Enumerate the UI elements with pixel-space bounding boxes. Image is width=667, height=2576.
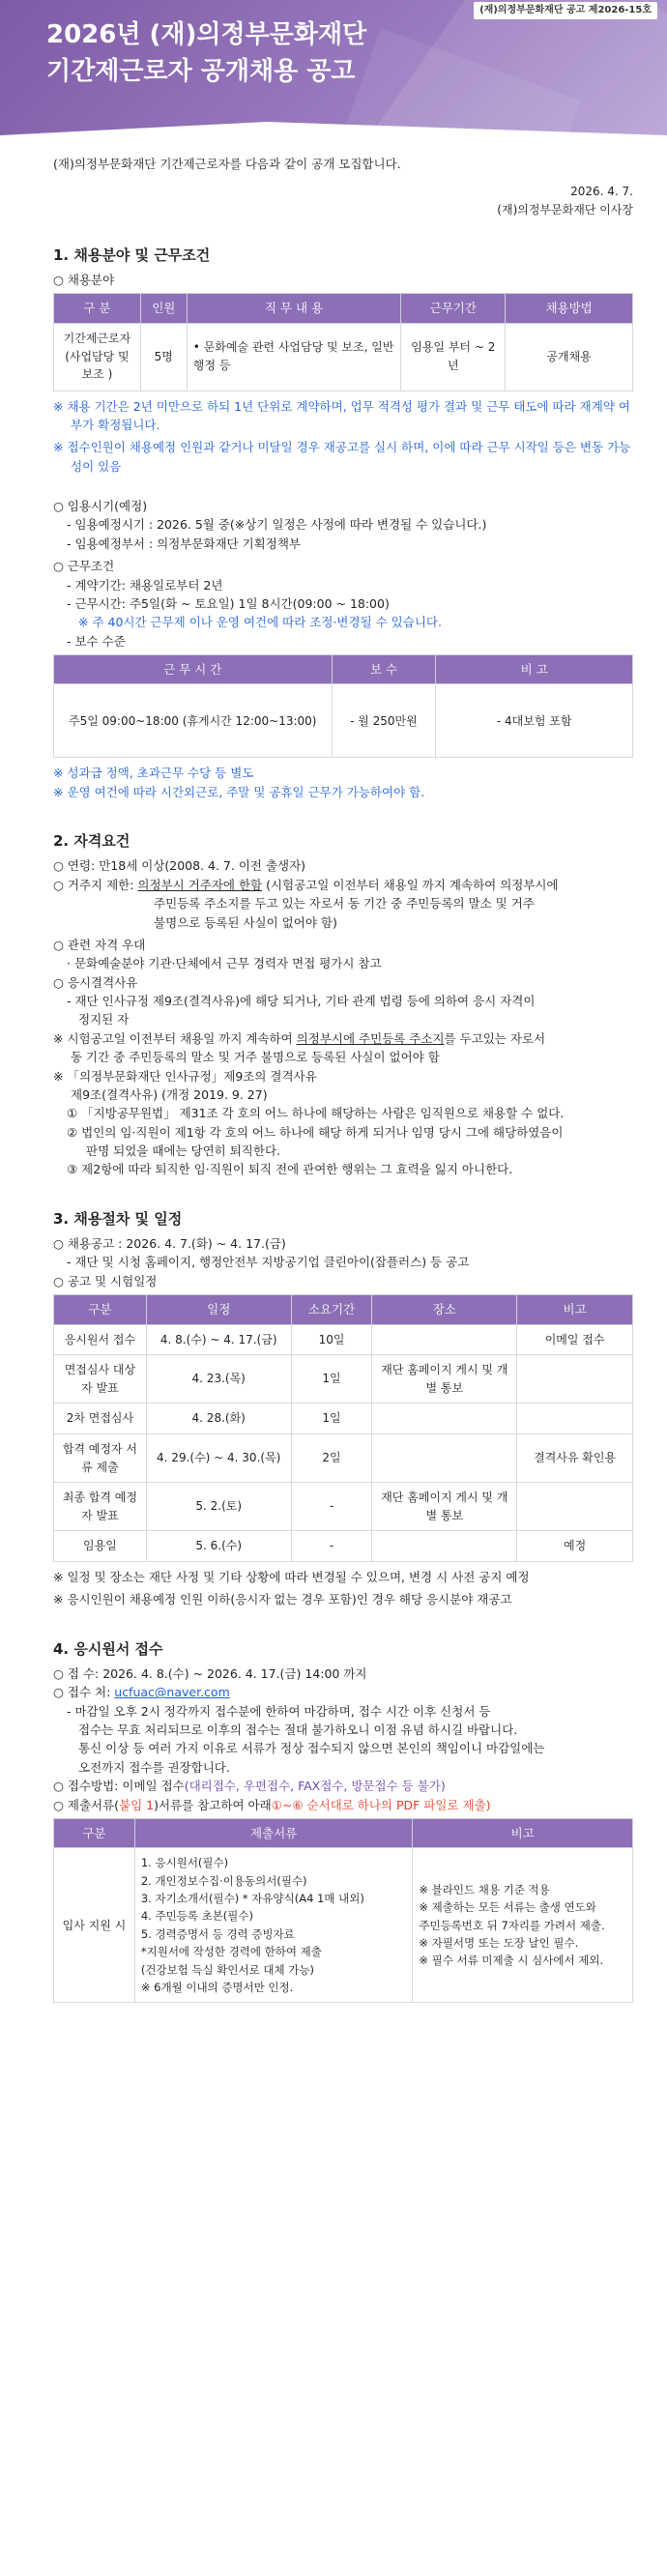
table-header: 구분: [54, 1295, 147, 1324]
table-cell: 2차 면접심사: [54, 1404, 147, 1434]
table-cell: -: [291, 1531, 372, 1562]
residence-text: 불명으로 등록된 사실이 없어야 함): [154, 914, 337, 930]
rule-item: ③ 제2항에 따라 퇴직한 임·직원이 퇴직 전에 관여한 행위는 그 효력을 잃지 아니한다.: [67, 1162, 513, 1177]
table-cell: 1일: [291, 1355, 372, 1404]
docs-text: ○ 제출서류(: [53, 1797, 120, 1812]
rule-item: ① 「지방공무원법」 제31조 각 호의 어느 하나에 해당하는 사람은 임직원으로 채용할 수 없다.: [67, 1106, 565, 1121]
table-cell: 결격사유 확인용: [517, 1433, 633, 1482]
table-cell: 2일: [291, 1433, 372, 1482]
announcement-date: 2026. 4. 7.: [570, 185, 633, 199]
table-header: 근무기간: [401, 294, 506, 323]
table-cell: 4. 28.(화): [146, 1404, 291, 1434]
table-cell: - 월 250만원: [332, 684, 436, 758]
table-row: [54, 1531, 633, 1562]
page-title: [46, 17, 366, 90]
residence-label: ○ 거주지 제한:: [53, 877, 138, 892]
table-header: 비고: [413, 1818, 633, 1847]
schedule-table: [53, 1294, 633, 1562]
destination-note: - 마감일 오후 2시 정각까지 접수분에 한하여 마감하며, 접수 시간 이후 신청서 등: [67, 1703, 491, 1719]
table-cell: 임용일: [54, 1531, 147, 1562]
table-header: 일정: [146, 1295, 291, 1324]
required-documents: [53, 1796, 633, 1814]
intro-text: (재)의정부문화재단 기간제근로자를 다음과 같이 공개 모집합니다.: [53, 157, 401, 171]
application-method: [53, 1777, 633, 1795]
table-row: [54, 1355, 633, 1404]
note-text: 동 기간 중 주민등록의 말소 및 거주 불명으로 등록된 사실이 없어야 함: [71, 1050, 440, 1065]
header-banner: [0, 0, 667, 135]
method-restriction: (대리접수, 우편접수, FAX접수, 방문접수 등 불가): [184, 1779, 446, 1794]
schedule-label: ○ 공고 및 시험일정: [53, 1273, 158, 1288]
document-item: 2. 개인정보수집·이용동의서(필수): [140, 1873, 307, 1888]
table-header: 인원: [140, 294, 187, 323]
table-cell: 5. 6.(수): [146, 1531, 291, 1562]
destination-note: 오전까지 접수를 권장합니다.: [78, 1759, 230, 1775]
table-cell: 이메일 접수: [517, 1324, 633, 1355]
condition-note: ※ 주 40시간 근무제 이나 운영 여건에 따라 조정·변경될 수 있습니다.: [78, 615, 442, 630]
remark-item: ※ 블라인드 채용 기준 적용: [419, 1882, 550, 1896]
disqualification-item: - 재단 인사규정 제9조(결격사유)에 해당 되거나, 기타 관계 법령 등에 의하여 응시 자격이: [67, 994, 536, 1009]
table-cell: [372, 1324, 517, 1355]
table-cell: 응시원서 접수: [54, 1324, 147, 1355]
note-text: ※ 시험공고일 이전부터 채용일 까지 계속하여: [53, 1030, 297, 1046]
documents-list: [134, 1848, 413, 2003]
table-cell: 5. 2.(토): [146, 1483, 291, 1531]
timing-label: ○ 임용시기(예정): [53, 499, 148, 514]
table-cell: 기간제근로자 (사업담당 및 보조 ): [54, 323, 141, 391]
destination-label: ○ 접수 처:: [53, 1685, 115, 1700]
table-cell: 최종 합격 예정자 발표: [54, 1483, 147, 1531]
section-heading: 4. 응시원서 접수: [53, 1639, 163, 1658]
remark-item: ※ 자필서명 또는 도장 날인 필수.: [419, 1936, 579, 1951]
table-cell: 4. 23.(목): [146, 1355, 291, 1404]
table-cell: [372, 1433, 517, 1482]
table-cell: 재단 홈페이지 게시 및 개별 통보: [372, 1483, 517, 1531]
remark-item: ※ 제출하는 모든 서류는 출생 연도와: [419, 1900, 596, 1915]
section-heading: 1. 채용분야 및 근무조건: [53, 246, 211, 264]
announcement-number: (재)의정부문화재단 공고 제2026-15호: [474, 2, 657, 19]
table-cell: 1일: [291, 1404, 372, 1434]
disqualification-label: ○ 응시결격사유: [53, 974, 138, 990]
document-item: 4. 주민등록 초본(필수): [140, 1909, 253, 1924]
table-cell: 합격 예정자 서류 제출: [54, 1433, 147, 1482]
disqualification-item: 정지된 자: [78, 1012, 130, 1028]
remark-item: 주민등록번호 뒤 7자리를 가려서 제출.: [419, 1918, 605, 1932]
table-header: 구 분: [54, 294, 141, 323]
table-cell: 예정: [517, 1531, 633, 1562]
table-cell: • 문화예술 관련 사업담당 및 보조, 일반행정 등: [187, 323, 401, 391]
notice-period: ○ 채용공고 : 2026. 4. 7.(화) ~ 4. 17.(금): [53, 1236, 286, 1252]
residence-requirement: [53, 876, 633, 894]
table-cell: 4. 29.(수) ~ 4. 30.(목): [146, 1433, 291, 1482]
table-row: [54, 1433, 633, 1482]
pay-table: [53, 654, 633, 758]
table-header: 직 무 내 용: [187, 294, 401, 323]
title-line: 2026년 (재)의정부문화재단: [46, 20, 367, 49]
table-header: 장소: [372, 1295, 517, 1324]
document-item: 3. 자기소개서(필수) * 자유양식(A4 1매 내외): [140, 1892, 364, 1906]
table-cell: [517, 1355, 633, 1404]
table-row: [54, 1483, 633, 1531]
residence-text: (시험공고일 이전부터 채용일 까지 계속하여 의정부시에: [262, 877, 559, 892]
table-row: [54, 1404, 633, 1434]
note: ※ 채용 기간은 2년 미만으로 하되 1년 단위로 계약하며, 업무 적격성 평가 결과 및 근무 태도에 따라 재계약 여부가 확정됩니다.: [53, 398, 630, 432]
docs-text: )서류를 참고하여 아래: [154, 1797, 272, 1812]
remark-item: ※ 필수 서류 미제출 시 심사에서 제외.: [419, 1954, 604, 1968]
residence-text: 주민등록 주소지를 두고 있는 자로서 동 기간 중 주민등록의 말소 및 거주: [154, 896, 535, 912]
field-label: ○ 채용분야: [53, 272, 115, 287]
timing-item: - 임용예정부서 : 의정부문화재단 기획정책부: [67, 535, 301, 551]
rule-item: ② 법인의 임·직원이 제1항 각 호의 어느 하나에 해당 하게 되거나 임명 당시 그에 해당하였음이: [67, 1124, 564, 1140]
section-heading: 2. 자격요건: [53, 832, 130, 851]
schedule-rows: [54, 1324, 633, 1561]
table-cell: 공개채용: [506, 323, 633, 391]
document-item: 5. 경력증명서 등 경력 증빙자료: [140, 1926, 295, 1941]
residence-emphasis: 의정부시 거주자에 한함: [137, 877, 263, 892]
document-item: *지원서에 작성한 경력에 한하여 제출: [140, 1945, 322, 1959]
table-header: 비고: [517, 1295, 633, 1324]
condition-item: - 근무시간: 주5일(화 ~ 토요일) 1일 8시간(09:00 ~ 18:00): [67, 595, 390, 611]
table-cell: - 4대보험 포함: [436, 684, 633, 758]
table-cell: -: [291, 1483, 372, 1531]
rule-item: 판명 되었을 때에는 당연히 퇴직한다.: [86, 1143, 280, 1159]
table-cell: 주5일 09:00~18:00 (휴게시간 12:00~13:00): [54, 684, 333, 758]
destination-note: 접수는 무효 처리되므로 이후의 접수는 절대 불가하오니 이점 유념 하시길 바랍니다.: [78, 1722, 518, 1738]
document-item: 1. 응시원서(필수): [140, 1856, 229, 1870]
pay-note: ※ 운영 여건에 따라 시간외근로, 주말 및 공휴일 근무가 가능하여야 함.: [53, 784, 425, 799]
table-header: 근 무 시 간: [54, 655, 333, 684]
table-header: 채용방법: [506, 294, 633, 323]
table-cell: [372, 1404, 517, 1434]
application-destination: [53, 1683, 633, 1701]
document-body: [53, 155, 633, 2003]
issuer: (재)의정부문화재단 이사장: [497, 202, 633, 217]
condition-item: - 계약기간: 채용일로부터 2년: [67, 577, 223, 593]
table-header: 제출서류: [134, 1818, 413, 1847]
note-emphasis: 의정부시에 주민등록 주소지: [296, 1030, 445, 1046]
email-link[interactable]: ucfuac@naver.com: [114, 1685, 230, 1700]
documents-table: [53, 1818, 633, 2004]
table-cell: [517, 1483, 633, 1531]
schedule-note: ※ 응시인원이 채용예정 인원 이하(응시자 없는 경우 포함)인 경우 해당 응시분야 재공고: [53, 1592, 512, 1607]
documents-remarks: [413, 1848, 633, 2003]
table-row: [54, 1324, 633, 1355]
table-cell: [517, 1404, 633, 1434]
docs-format: 하나의 PDF 파일로 제출): [353, 1797, 491, 1812]
title-line: 기간제근로자 공개채용 공고: [46, 56, 356, 86]
table-cell: 임용일 부터 ~ 2년: [401, 323, 506, 391]
pay-label: - 보수 수준: [67, 633, 126, 649]
document-item: ※ 6개월 이내의 증명서만 인정.: [140, 1981, 294, 1995]
docs-attachment: 붙임 1: [119, 1797, 155, 1812]
table-cell: 4. 8.(수) ~ 4. 17.(금): [146, 1324, 291, 1355]
condition-label: ○ 근무조건: [53, 559, 115, 574]
pay-note: ※ 성과급 정액, 초과근무 수당 등 별도: [53, 766, 254, 781]
table-header: 보 수: [332, 655, 436, 684]
rule-sub: 제9조(결격사유) (개정 2019. 9. 27): [71, 1086, 268, 1102]
docs-order: ①~⑥ 순서대로: [271, 1797, 354, 1812]
schedule-note: ※ 일정 및 장소는 재단 사정 및 기타 상황에 따라 변경될 수 있으며, 변경 시 사전 공지 예정: [53, 1569, 530, 1584]
table-cell: 입사 지원 시: [54, 1848, 135, 2003]
table-cell: 면접심사 대상자 발표: [54, 1355, 147, 1404]
section-heading: 3. 채용절차 및 일정: [53, 1209, 183, 1228]
table-cell: 재단 홈페이지 게시 및 개별 통보: [372, 1355, 517, 1404]
note: ※ 접수인원이 채용예정 인원과 같거나 미달일 경우 재공고를 실시 하며, 이에 따라 근무 시작일 등은 변동 가능성이 있음: [53, 440, 631, 474]
table-header: 구분: [54, 1818, 135, 1847]
rule-label: ※ 「의정부문화재단 인사규정」제9조의 결격사유: [53, 1068, 317, 1084]
field-table: [53, 293, 633, 391]
application-period: ○ 접 수: 2026. 4. 8.(수) ~ 2026. 4. 17.(금) 14:00 까지: [53, 1665, 367, 1681]
preference-label: ○ 관련 자격 우대: [53, 937, 146, 952]
residence-note: [53, 1029, 633, 1048]
age-requirement: ○ 연령: 만18세 이상(2008. 4. 7. 이전 출생자): [53, 858, 306, 874]
document-item: (건강보험 득실 확인서로 대체 가능): [140, 1962, 314, 1977]
table-cell: 10일: [291, 1324, 372, 1355]
timing-item: - 임용예정시기 : 2026. 5월 중(※상기 일정은 사정에 따라 변경될 수 있습니다.): [67, 517, 487, 533]
method-label: ○ 접수방법: 이메일 접수: [53, 1779, 185, 1794]
table-header: 소요기간: [291, 1295, 372, 1324]
note-text: 를 두고있는 자로서: [444, 1030, 546, 1046]
destination-note: 통신 이상 등 여러 가지 이유로 서류가 정상 접수되지 않으면 본인의 책임이니 마감일에는: [78, 1741, 545, 1756]
notice-channels: - 재단 및 시청 홈페이지, 행정안전부 지방공기업 클린아이(잡플러스) 등 공고: [67, 1255, 470, 1270]
table-cell: [372, 1531, 517, 1562]
table-cell: 5명: [140, 323, 187, 391]
table-header: 비 고: [436, 655, 633, 684]
preference-item: · 문화예술분야 기관·단체에서 근무 경력자 면접 평가시 참고: [67, 956, 382, 971]
